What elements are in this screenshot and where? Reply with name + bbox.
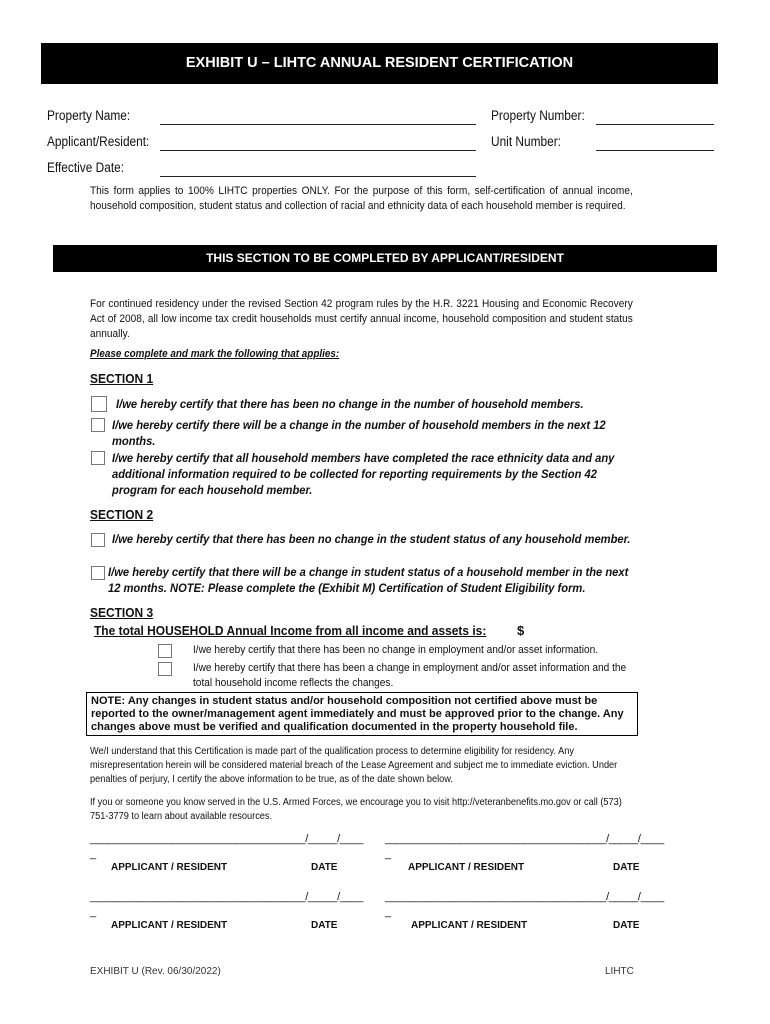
signature-dash-4: _ [385,906,391,918]
signature-line-3[interactable]: _____________________________________/_____/____ [90,891,364,903]
signature-line-2[interactable]: ______________________________________/_____/____ [385,833,664,845]
unit-number-field[interactable] [596,150,714,151]
applicant-label-2: APPLICANT / RESIDENT [408,862,525,873]
applicant-resident-label: Applicant/Resident: [47,134,150,149]
date-label-4: DATE [613,920,640,931]
section1-item-3: I/we hereby certify that all household members have completed the race ethnicity data and any additional information required to be collected for reporting requirements by the Section 42 program for each household member. [112,451,615,497]
date-label-1: DATE [311,862,338,873]
applicant-label-4: APPLICANT / RESIDENT [411,920,528,931]
property-number-field[interactable] [596,124,714,125]
note-box: NOTE: Any changes in student status and/or household composition not certified above must be reported to the owner/management agent immediately and must be approved prior to the change. Any changes above must be verified and qualification documented in the property household file. [86,692,638,736]
applicant-label-1: APPLICANT / RESIDENT [111,862,228,873]
footer-left: EXHIBIT U (Rev. 06/30/2022) [90,966,221,977]
effective-date-label: Effective Date: [47,160,125,175]
signature-line-4[interactable]: ______________________________________/_____/____ [385,891,664,903]
section1-item-2: I/we hereby certify there will be a change in the number of household members in the next 12 months. [112,418,606,448]
signature-dash-2: _ [385,848,391,860]
footer-right: LIHTC [605,966,634,977]
section2-heading: SECTION 2 [90,507,154,522]
signature-line-1[interactable]: _____________________________________/_____/____ [90,833,364,845]
section2-checkbox-2[interactable] [91,566,105,580]
applicant-label-3: APPLICANT / RESIDENT [111,920,228,931]
page-title: EXHIBIT U – LIHTC ANNUAL RESIDENT CERTIFICATION [41,43,718,84]
property-name-label: Property Name: [47,108,131,123]
property-number-label: Property Number: [491,108,585,123]
signature-dash-3: _ [90,906,96,918]
property-name-field[interactable] [160,124,476,125]
body-text: For continued residency under the revised Section 42 program rules by the H.R. 3221 Housing and Economic Recovery Act of 2008, all low income tax credit households must certify annual income, household composition and student status annually. [90,298,633,340]
effective-date-field[interactable] [160,176,476,177]
section2-checkbox-1[interactable] [91,533,105,547]
intro-text: This form applies to 100% LIHTC properties ONLY. For the purpose of this form, self-certification of annual income, household composition, student status and collection of racial and ethnicity data of each household member is required. [90,185,633,212]
section1-heading: SECTION 1 [90,371,154,386]
section-bar: THIS SECTION TO BE COMPLETED BY APPLICANT/RESIDENT [53,245,717,272]
applicant-resident-field[interactable] [160,150,476,151]
signature-dash-1: _ [90,848,96,860]
section3-checkbox-1[interactable] [158,644,172,658]
section1-checkbox-3[interactable] [91,451,105,465]
section2-item-2: I/we hereby certify that there will be a change in student status of a household member in the next 12 months. NOTE: Please complete the (Exhibit M) Certification of Student Eligibility form. [108,565,629,595]
date-label-3: DATE [311,920,338,931]
income-dollar: $ [517,623,525,638]
section1-item-1: I/we hereby certify that there has been no change in the number of household members. [116,397,584,411]
income-label: The total HOUSEHOLD Annual Income from all income and assets is: [94,623,487,638]
section1-checkbox-1[interactable] [91,396,107,412]
please-complete-text: Please complete and mark the following that applies: [90,348,340,360]
section3-item-2: I/we hereby certify that there has been a change in employment and/or asset information and the total household income reflects the changes. [193,662,627,689]
section3-item-1: I/we hereby certify that there has been no change in employment and/or asset information. [193,644,599,656]
section1-checkbox-2[interactable] [91,418,105,432]
veterans-notice: If you or someone you know served in the U.S. Armed Forces, we encourage you to visit http://veteranbenefits.mo.gov or call (573) 751-3779 to learn about available resources. [90,797,622,822]
section3-heading: SECTION 3 [90,605,154,620]
date-label-2: DATE [613,862,640,873]
certification-statement: We/I understand that this Certification is made part of the qualification process to determine eligibility for residency. Any misrepresentation herein will be considered material breach of the Lease Agreement and subject me to immediate eviction. Under penalties of perjury, I certify the above information to be true, as of the date shown below. [90,746,618,785]
section3-checkbox-2[interactable] [158,662,172,676]
unit-number-label: Unit Number: [491,134,561,149]
section2-item-1: I/we hereby certify that there has been no change in the student status of any household member. [112,532,631,546]
